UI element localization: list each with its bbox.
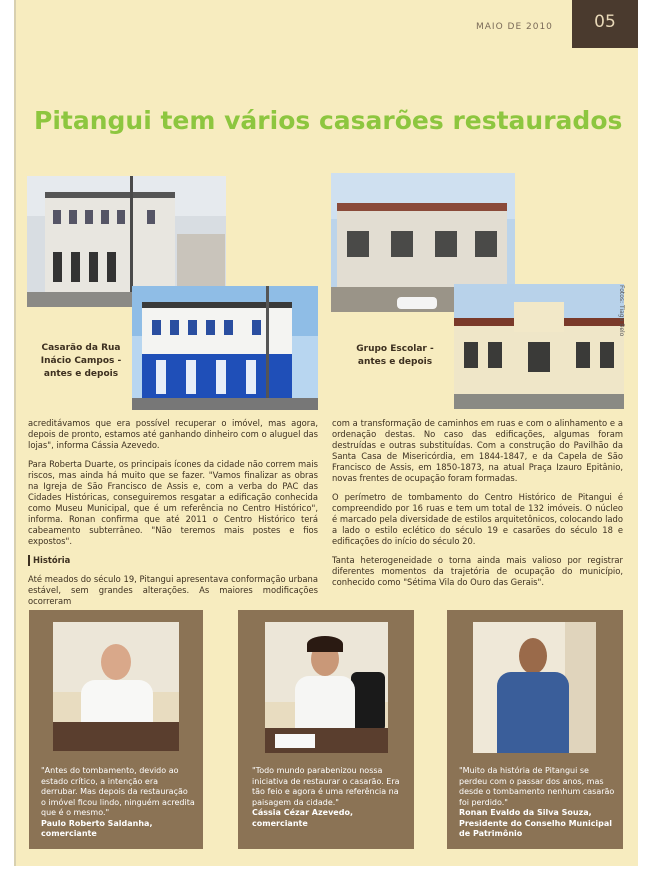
quote-text [252,766,406,829]
casarao-after-photo [132,286,318,410]
article-paragraph: acreditávamos que era possível recuperar o imóvel, mas agora, depois de pronto, estamos até ganhando dinheiro com o aluguel das lojas", informa Cássia Azevedo. [28,418,318,450]
caption-line: Grupo Escolar - [356,344,434,354]
quote-role: comerciante [41,829,97,838]
quote-body: "Muito da história de Pitangui se perdeu com o passar dos anos, mas desde o tombamento nenhum casarão foi perdido." [459,766,615,807]
article-column-left [28,418,318,615]
page-edge [14,0,16,866]
quote-body: "Todo mundo parabenizou nossa iniciativa de restaurar o casarão. Era tão feio e agora é uma referência na paisagem da cidade." [252,766,400,807]
interviewee-photo [473,622,596,753]
caption-line: antes e depois [43,369,119,379]
article-paragraph: Tanta heterogeneidade o torna ainda mais valioso por registrar diferentes momentos da trajetória de ocupação do município, conhecido como "Sétima Vila do Ouro das Gerais". [332,555,623,587]
section-subtitle: História [28,555,318,566]
page-number: 05 [572,0,638,48]
grupo-escolar-after-photo [454,284,624,409]
quote-box [29,610,203,849]
quote-role: Presidente do Conselho Municipal de Patrimônio [459,818,613,838]
article-paragraph: com a transformação de caminhos em ruas e com o alinhamento e a ordenação destas. No caso das edificações, algumas foram destruídas e outras substituídas. Com a construção do Pavilhão da Santa Casa de Misericórdia, em 1844-1847, e da Capela de São Francisco de Assis, em 1850-1873, na atual Praça Izauro Epitânio, novas frentes de ocupação foram formadas. [332,418,623,483]
issue-date: MAIO DE 2010 [476,22,553,32]
interviewee-photo [265,622,388,753]
photo-credit: Fotos: Tiago Belo [618,285,625,337]
quote-box [447,610,623,849]
caption-line: Casarão da Rua [41,343,121,353]
quote-text [41,766,195,840]
quote-box [238,610,414,849]
caption-line: antes e depois [357,357,433,367]
quote-body: "Antes do tombamento, devido ao estado crítico, a intenção era derrubar. Mas depois da restauração o imóvel ficou lindo, ninguém acredita que é o mesmo." [41,766,195,817]
quote-author: Ronan Evaldo da Silva Souza, [459,808,592,817]
article-paragraph: Para Roberta Duarte, os principais ícones da cidade não correm mais riscos, mas ainda há muito que se fazer. "Vamos finalizar as obras na Igreja de São Francisco de Assis e, com a verba do PAC das Cidades Históricas, conseguiremos resgatar a edificação conhecida como Museu Municipal, que é um referência no Centro Histórico", informa. Ronan confirma que até 2011 o Centro Histórico terá cabeamento subterrâneo. "Não teremos mais postes e fios expostos". [28,459,318,546]
quote-role: comerciante [252,818,308,828]
quote-text [459,766,615,840]
interviewee-photo [53,622,179,751]
article-title: Pitangui tem vários casarões restaurados [34,106,623,135]
article-paragraph: Até meados do século 19, Pitangui apresentava conformação urbana estável, sem grandes alterações. As maiores modificações ocorreram [28,574,318,606]
grupo-escolar-caption [355,343,435,369]
article-paragraph: O perímetro de tombamento do Centro Histórico de Pitangui é compreendido por 16 ruas e tem um total de 132 imóveis. O núcleo é marcado pela diversidade de estilos arquitetônicos, colocando lado a lado o estilo eclético do século 19 e casarões do século 18 e edificações do início do século 20. [332,492,623,546]
caption-line: Inácio Campos - [40,356,122,366]
quote-author: Cássia Cézar Azevedo, [252,808,353,817]
quote-author: Paulo Roberto Saldanha, [41,818,153,828]
casarao-caption [36,342,126,381]
article-column-right [332,418,623,596]
